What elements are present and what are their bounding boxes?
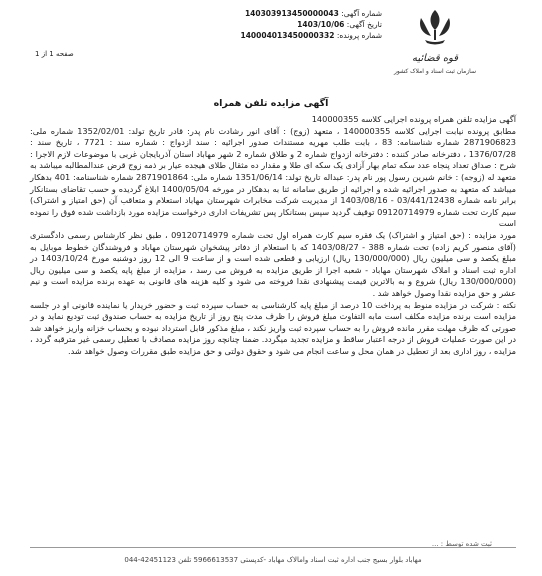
notice-title: آگهی مزایده تلفن همراه xyxy=(213,98,329,109)
footer-signature: ثبت شده توسط : ... xyxy=(431,540,492,548)
organization-name: سازمان ثبت اسناد و املاک کشور xyxy=(393,68,477,75)
notice-paragraph: آگهی مزایده تلفن همراه پرونده اجرایی کلاسه 140000355 xyxy=(311,114,516,124)
file-number: 140004013450000332 xyxy=(240,31,335,40)
page-indicator: صفحه 1 از 1 xyxy=(35,50,74,58)
notice-header xyxy=(0,0,542,90)
footer-divider xyxy=(30,547,516,548)
svg-text:قوه قضائیه: قوه قضائیه xyxy=(411,53,459,64)
footer-address: مهاباد بلوار بسیج جنب اداره ثبت اسناد وامالاک مهاباد -کدپستی 5966613537 تلفن 42451123-044 xyxy=(124,556,422,564)
notice-number: 140303913450000043 xyxy=(244,9,339,18)
file-number-label: شماره پرونده: xyxy=(336,31,382,40)
notice-paragraph: مطابق پرونده نیابت اجرایی کلاسه 140000355 ، متعهد (زوج) : آقای انور رشادت نام پدر: قادر تاریخ تولد: 1352/02/01 شماره ملی: 2871906823 شماره شناسنامه: 83 ، بابت طلب مهریه مستندات صدور اجرائیه : سند ازدواج : شماره سند : 7721 ، تاریخ سند : 1376/07/28 ، دفترخانه صادر کننده : دفترخانه ازدواج شماره 2 و طلاق شماره 2 شهر مهاباد استان آذربایجان غربی با موضوعات لازم الاجرا : شرح : صداق تعداد پنجاه عدد سکه تمام بهار آزادی یک سکه ای طلا و مقدار ده مثقال طلای هیجده عیار بر ذمه زوج قرض عندالمطالبه میباشد به متعهد له (زوجه) : خانم شیرین رسول پور نام پدر: عبداله تاریخ تولد: 1351/06/14 شماره ملی: 2871901864 شماره شناسنامه: 401 بدهکار میباشد که متعهد به صدور اجرائیه شده و اجرائیه از طریق سامانه ثنا به بدهکار در مورخه 1400/05/04 ابلاغ گردیده و حسب تقاضای بستانکار برابر نامه شماره 03/441/12438 - 1403/08/16 از مدیریت شرکت مخابرات شهرستان مهاباد استعلام و متعاقب آن (حق امتیاز و اشتراک) سیم کارت تحت شماره 09120714979 توقیف گردید سپس بستانکار پس تشریفات اداری درخواست مزایده مورد بازداشت شده فوق را نموده است xyxy=(30,125,517,229)
notice-date-label: تاریخ آگهی: xyxy=(346,20,382,29)
notice-number-row xyxy=(244,8,382,19)
notice-meta xyxy=(240,8,382,41)
notice-number-label: شماره آگهی: xyxy=(341,9,382,18)
organization-logo xyxy=(385,6,485,81)
file-number-row xyxy=(240,30,382,41)
notice-body xyxy=(30,114,516,357)
notice-date-row xyxy=(262,19,382,30)
notice-date: 1403/10/06 xyxy=(297,20,345,29)
notice-paragraph: مورد مزایده : (حق امتیاز و اشتراک) یک فقره سیم کارت همراه اول تحت شماره 09120714979 ، طبق نظر کارشناس رسمی دادگستری (آقای منصور کریم زاده) تحت شماره 388 - 1403/08/27 که با استعلام از دفاتر پیشخوان شهرستان مهاباد و فروشندگان خطوط موبایل به مبلغ یکصد و سی میلیون ریال (130/000/000 ریال) ارزیابی و قطعی شده است و از ساعت 9 الی 12 روز دوشنبه مورخ 1403/10/24 در اداره ثبت اسناد و املاک شهرستان مهاباد - شعبه اجرا از طریق مزایده به فروش می رسد ، مزایده از مبلغ پایه یکصد و سی میلیون ریال (130/000/000 ریال) شروع و به بالاترین قیمت پیشنهادی نقدا فروخته می شود و کلیه هزینه های قانونی به عهده برنده مزایده است و نیم عشر و حق مزایده نقدا وصول خواهد شد . xyxy=(30,229,517,298)
notice-paragraph: نکته : شرکت در مزایده منوط به پرداخت 10 درصد از مبلغ پایه کارشناسی به حساب سپرده ثبت و حضور خریدار یا نماینده قانونی او در جلسه مزایده است برنده مزایده مکلف است مابه التفاوت مبلغ فروش را ظرف مدت پنج روز از تاریخ مزایده به حساب صندوق ثبت تودیع نماید و در صورتی که ظرف مهلت مقرر مانده فروش را به حساب سپرده ثبت واریز نکند ، مبلغ مذکور قابل استرداد نبوده و بحساب خزانه واریز خواهد شد در این صورت عملیات فروش از درجه اعتبار ساقط و مزایده تجدید میگردد. ضمنا چنانچه روز مزایده مصادف با تعطیل رسمی غیر مترقبه گردد ، مزایده ، روز اداری بعد از تعطیل در همان محل و ساعت انجام می شود و حقوق دولتی و حق مزایده طبق مقررات وصول خواهد شد. xyxy=(30,299,516,356)
